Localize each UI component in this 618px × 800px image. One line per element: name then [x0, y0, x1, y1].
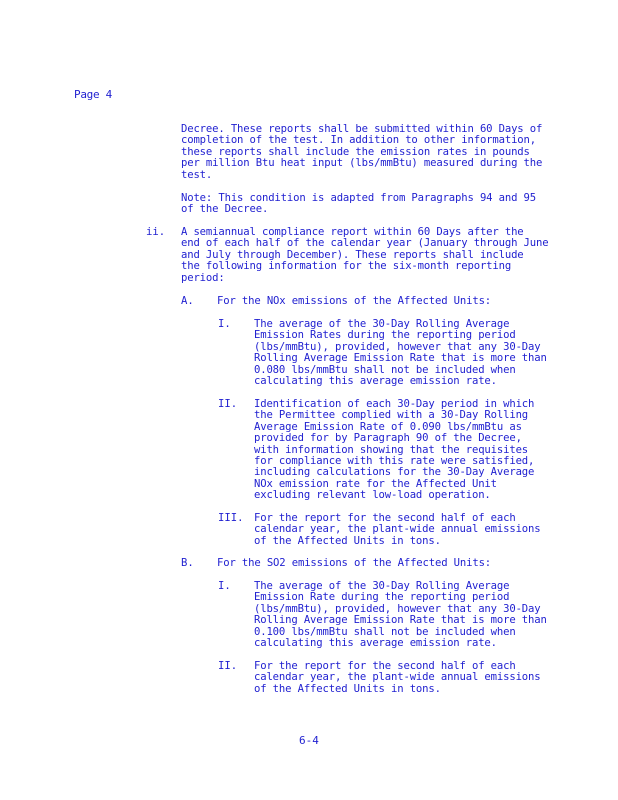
item-label-A-III: III. [218, 512, 244, 524]
paragraph-decree-reports: Decree. These reports shall be submitted within 60 Days of completion of the test. In addition to other information, these reports shall include the emission rates in pounds per million Btu heat input (lbs/mmBtu) measured during the test. [181, 123, 543, 181]
heading-nox-emissions: For the NOx emissions of the Affected Units: [217, 295, 492, 307]
paragraph-note: Note: This condition is adapted from Paragraphs 94 and 95 of the Decree. [181, 192, 536, 216]
paragraph-so2-annual: For the report for the second half of each calendar year, the plant-wide annual emissions of the Affected Units in tons. [254, 660, 541, 695]
item-label-B-I: I. [218, 580, 231, 592]
page-header: Page 4 [74, 88, 112, 101]
item-label-ii: ii. [146, 226, 166, 238]
item-label-A-I: I. [218, 318, 231, 330]
paragraph-semiannual-report: A semiannual compliance report within 60 Days after the end of each half of the calendar year (January through June and July through December). These reports shall include the following information for the six-month reporting period: [181, 226, 549, 284]
item-label-A: A. [181, 295, 194, 307]
item-label-B: B. [181, 557, 194, 569]
paragraph-so2-average: The average of the 30-Day Rolling Average Emission Rate during the reporting period (lbs/mmBtu), provided, however that any 30-Day Rolling Average Emission Rate that is more than 0.100 lbs/mmBtu shall not be included when calculating this average emission rate. [254, 580, 547, 650]
item-label-A-II: II. [218, 398, 238, 410]
paragraph-nox-annual: For the report for the second half of each calendar year, the plant-wide annual emissions of the Affected Units in tons. [254, 512, 541, 547]
paragraph-nox-identification: Identification of each 30-Day period in which the Permittee complied with a 30-Day Rolling Average Emission Rate of 0.090 lbs/mmBtu as provided for by Paragraph 90 of the Decree, with information showing that the requisites for compliance with this rate were satisfied, including calculations for the 30-Day Average NOx emission rate for the Affected Unit excluding relevant low-load operation. [254, 398, 535, 502]
paragraph-nox-average: The average of the 30-Day Rolling Average Emission Rates during the reporting period (lbs/mmBtu), provided, however that any 30-Day Rolling Average Emission Rate that is more than 0.080 lbs/mmBtu shall not be included when calculating this average emission rate. [254, 318, 547, 388]
page-number: 6-4 [299, 734, 319, 747]
heading-so2-emissions: For the SO2 emissions of the Affected Units: [217, 557, 492, 569]
item-label-B-II: II. [218, 660, 238, 672]
